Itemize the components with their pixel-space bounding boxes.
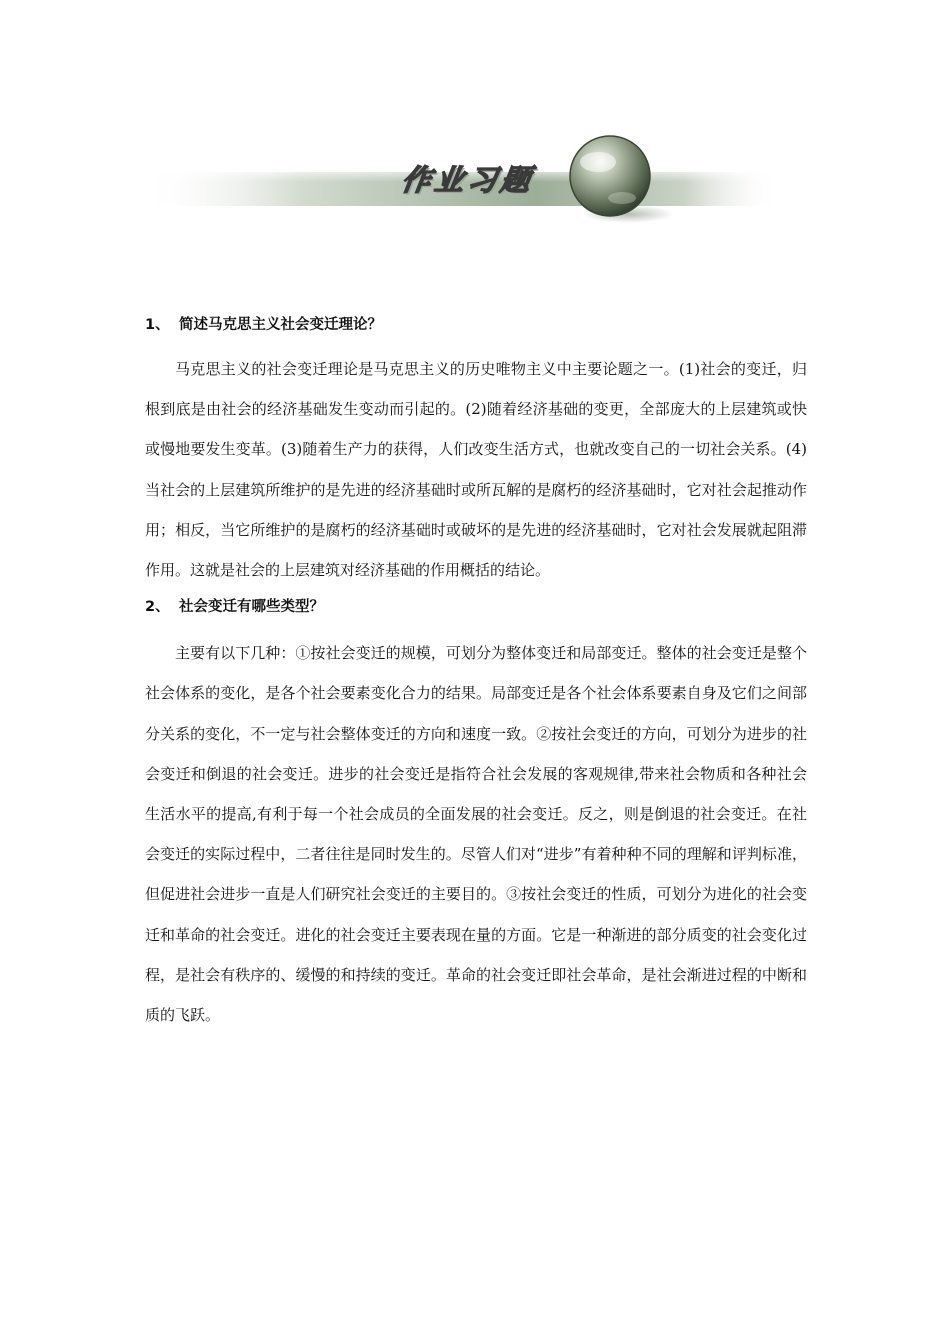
question-number: 1、: [145, 317, 170, 333]
answer-paragraph: 主要有以下几种：①按社会变迁的规模，可划分为整体变迁和局部变迁。整体的社会变迁是整个社会体系的变化，是各个社会要素变化合力的结果。局部变迁是各个社会体系要素自身及它们之间部分关系的变化，不一定与社会整体变迁的方向和速度一致。②按社会变迁的方向，可划分为进步的社会变迁和倒退的社会变迁。进步的社会变迁是指符合社会发展的客观规律,带来社会物质和各种社会生活水平的提高,有利于每一个社会成员的全面发展的社会变迁。反之，则是倒退的社会变迁。在社会变迁的实际过程中，二者往往是同时发生的。尽管人们对“进步”有着种种不同的理解和评判标准，但促进社会进步一直是人们研究社会变迁的主要目的。③按社会变迁的性质，可划分为进化的社会变迁和革命的社会变迁。进化的社会变迁主要表现在量的方面。它是一种渐进的部分质变的社会变化过程，是社会有秩序的、缓慢的和持续的变迁。革命的社会变迁即社会革命，是社会渐进过程的中断和质的飞跃。: [145, 644, 807, 1025]
answer-paragraph: 马克思主义的社会变迁理论是马克思主义的历史唯物主义中主要论题之一。(1)社会的变迁，归根到底是由社会的经济基础发生变动而引起的。(2)随着经济基础的变更，全部庞大的上层建筑或快或慢地要发生变革。(3)随着生产力的获得，人们改变生活方式，也就改变自己的一切社会关系。(4)当社会的上层建筑所维护的是先进的经济基础时或所瓦解的是腐朽的经济基础时，它对社会起推动作用；相反，当它所维护的是腐朽的经济基础时或破坏的是先进的经济基础时，它对社会发展就起阻滞作用。这就是社会的上层建筑对经济基础的作用概括的结论。: [145, 360, 807, 580]
document-body: [145, 311, 807, 1035]
section-banner: [140, 132, 780, 228]
question-title: [145, 593, 807, 621]
question-text: 简述马克思主义社会变迁理论？: [179, 317, 382, 333]
banner-title: 作业习题: [399, 163, 537, 197]
question-number: 2、: [145, 599, 170, 616]
question-text: 社会变迁有哪些类型？: [179, 599, 324, 616]
question-title: [145, 311, 807, 339]
